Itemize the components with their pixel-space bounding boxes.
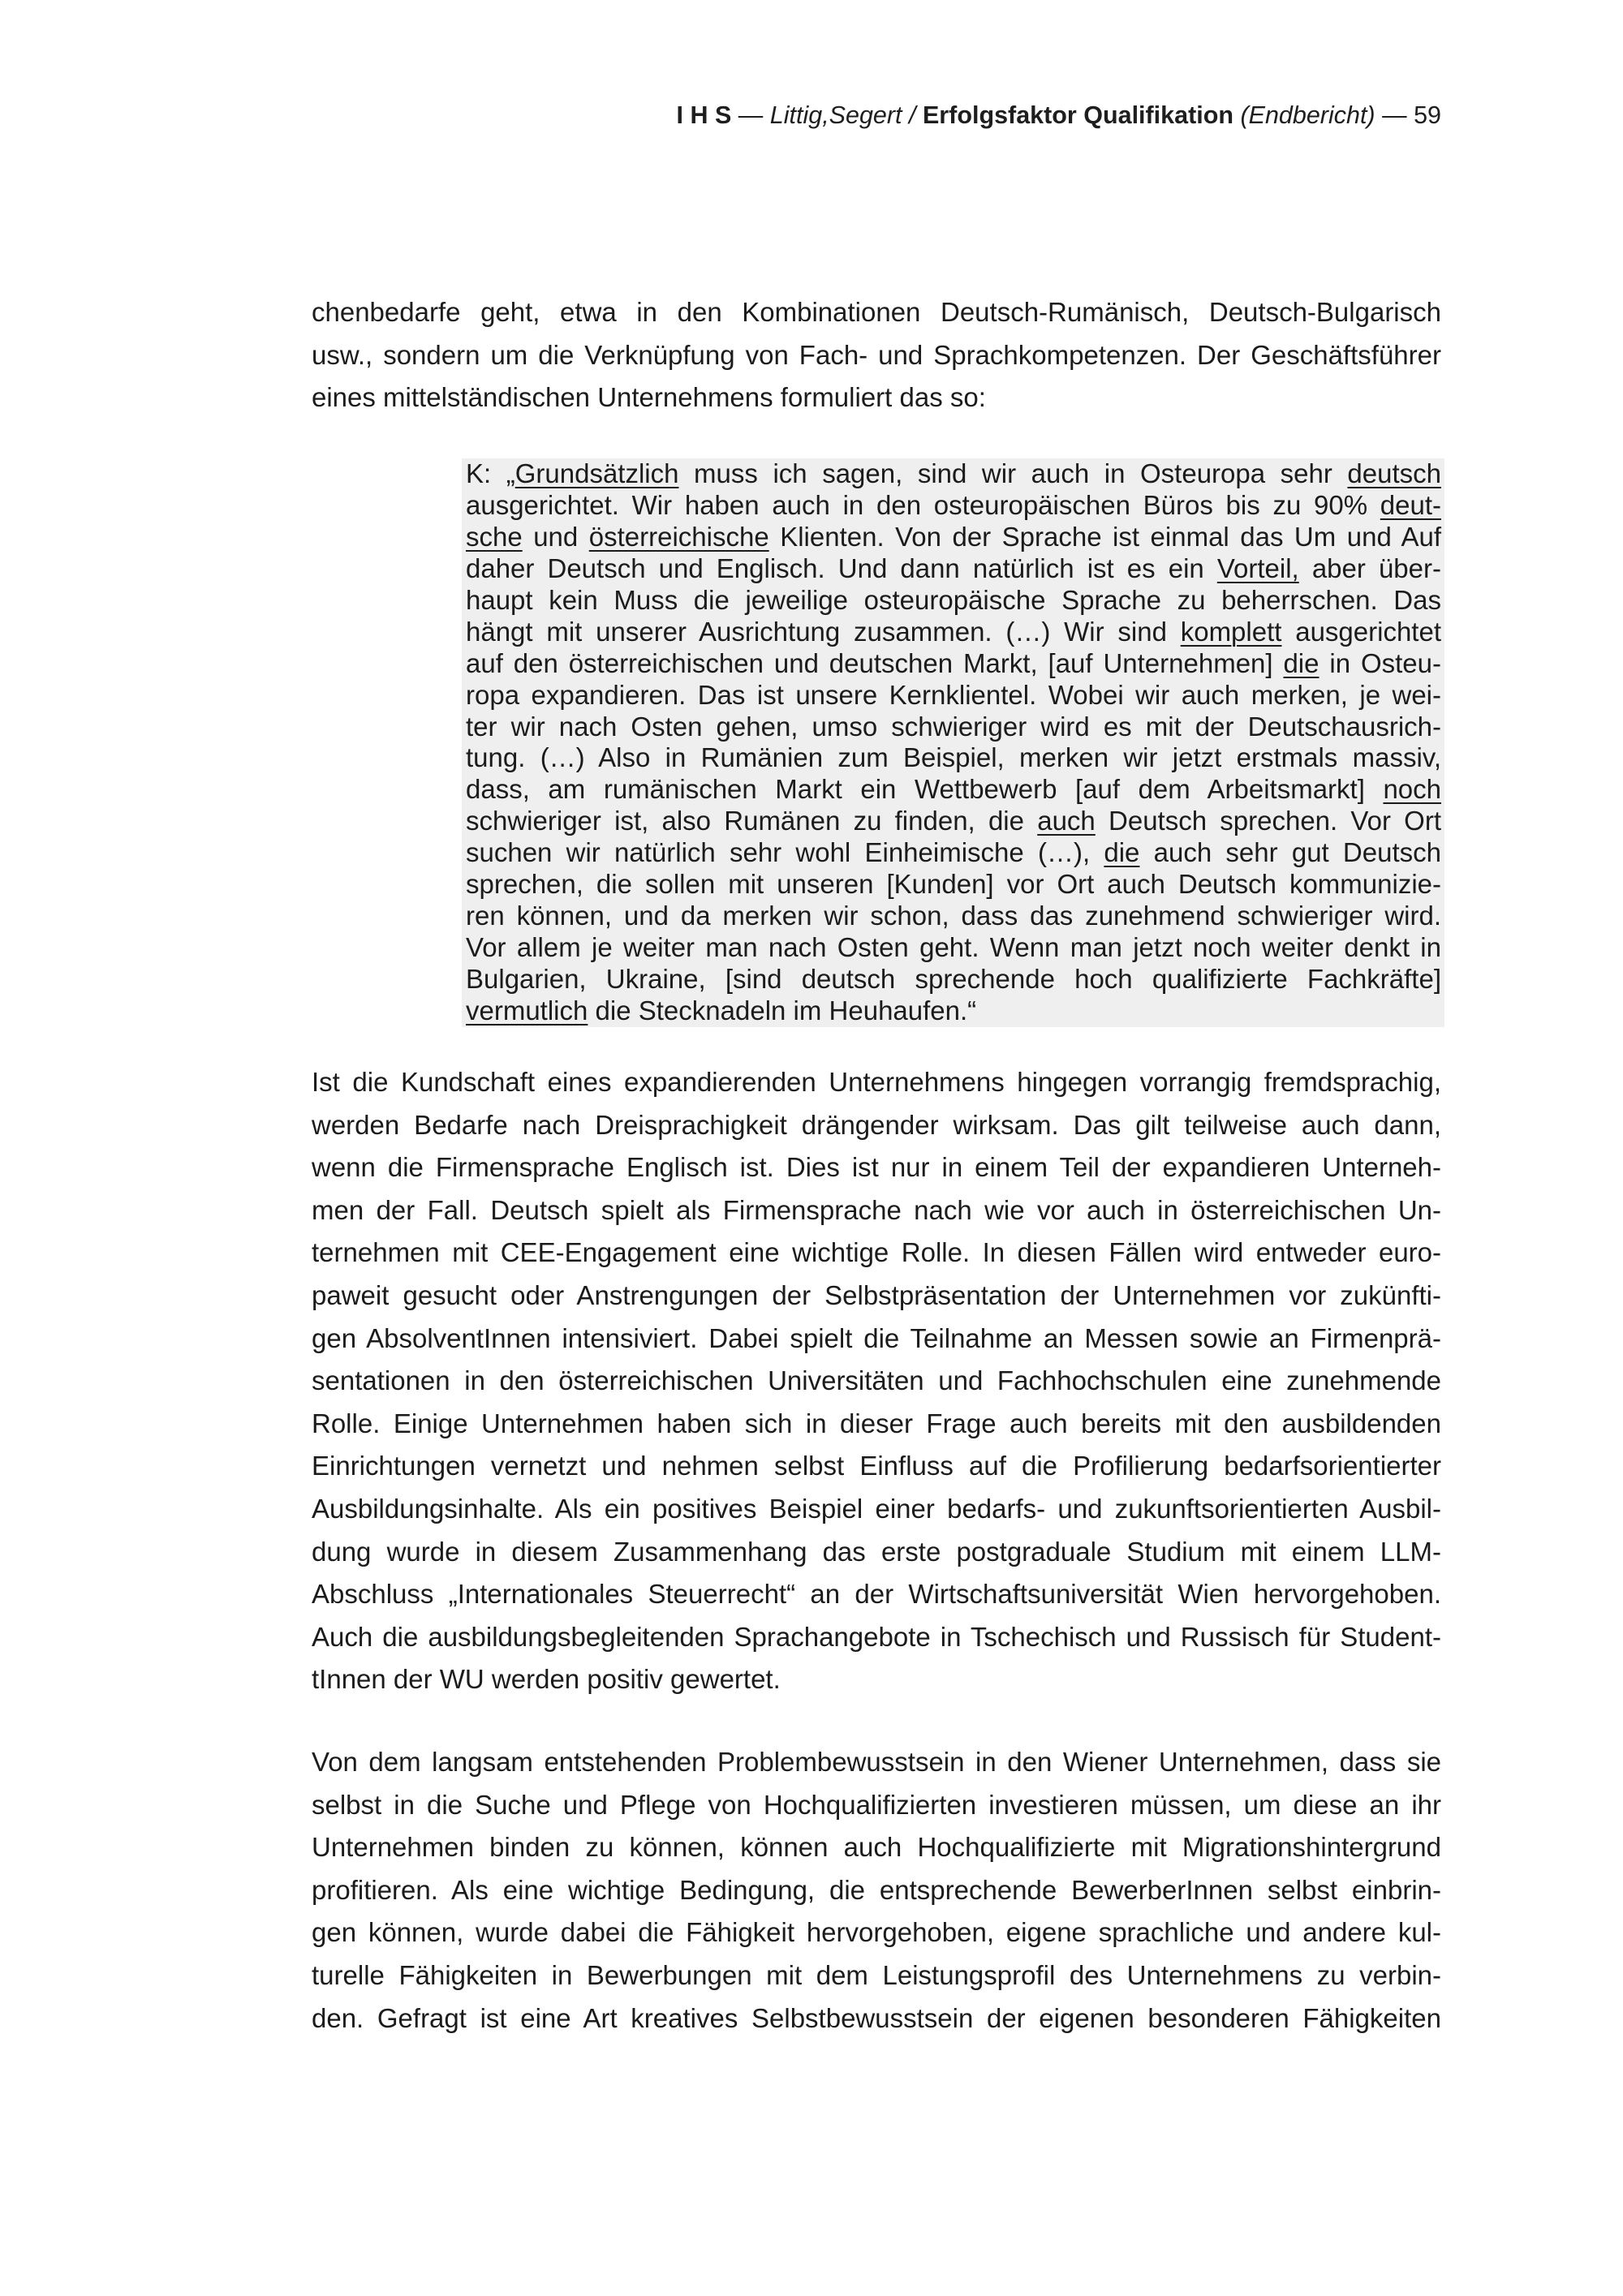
- text-line: gen können, wurde dabei die Fähigkeit hervorgehoben, eigene sprachliche und andere kul-: [312, 1917, 1441, 1948]
- text-line: Abschluss „Internationales Steuerrecht“ an der Wirtschaftsuniversität Wien hervorgehoben.: [312, 1579, 1441, 1610]
- text-line: men der Fall. Deutsch spielt als Firmensprache nach wie vor auch in österreichischen Un-: [312, 1194, 1441, 1225]
- text-line: [466, 901, 1441, 932]
- text-line: [466, 742, 1441, 774]
- text-line: [466, 712, 1441, 743]
- text-segment: die Stecknadeln im Heuhaufen.“: [588, 995, 977, 1025]
- underlined-text: deutsch: [1347, 458, 1441, 488]
- body-paragraph-1: [312, 291, 1441, 419]
- header-institute: I H S: [676, 101, 732, 129]
- text-line: Ausbildungsinhalte. Als ein positives Beispiel einer bedarfs- und zukunftsorientierten Ausbil-: [312, 1493, 1441, 1524]
- underlined-text: vermutlich: [466, 995, 588, 1025]
- text-line: [466, 522, 1441, 553]
- text-segment: hängt mit unserer Ausrichtung zusammen. (…) Wir sind: [466, 616, 1181, 647]
- underlined-text: Grundsätzlich: [514, 458, 679, 488]
- underlined-text: sche: [466, 521, 523, 552]
- text-line: Rolle. Einige Unternehmen haben sich in dieser Frage auch bereits mit den ausbildenden: [312, 1408, 1441, 1438]
- underlined-text: auch: [1037, 806, 1096, 836]
- text-segment: aber über-: [1298, 553, 1441, 583]
- text-line: chenbedarfe geht, etwa in den Kombinationen Deutsch-Rumänisch, Deutsch-Bulgarisch: [312, 297, 1441, 327]
- text-line: wenn die Firmensprache Englisch ist. Dies ist nur in einem Teil der expandieren Unterneh-: [312, 1152, 1441, 1183]
- text-line: [466, 648, 1441, 680]
- text-segment: ropa expandieren. Das ist unsere Kernklientel. Wobei wir auch merken, je wei-: [466, 679, 1441, 710]
- text-segment: auf den österreichischen und deutschen Markt, [auf Unternehmen]: [466, 647, 1284, 678]
- text-line: Auch die ausbildungsbegleitenden Sprachangebote in Tschechisch und Russisch für Student-: [312, 1621, 1441, 1652]
- underlined-text: die: [1283, 647, 1319, 678]
- text-line: [466, 806, 1441, 837]
- text-line: werden Bedarfe nach Dreisprachigkeit drängender wirksam. Das gilt teilweise auch dann,: [312, 1109, 1441, 1140]
- text-line: sentationen in den österreichischen Universitäten und Fachhochschulen eine zunehmende: [312, 1365, 1441, 1396]
- text-line: paweit gesucht oder Anstrengungen der Selbstpräsentation der Unternehmen vor zukünfti-: [312, 1279, 1441, 1310]
- text-line: gen AbsolventInnen intensiviert. Dabei spielt die Teilnahme an Messen sowie an Firmenprä-: [312, 1322, 1441, 1353]
- text-segment: ter wir nach Osten gehen, umso schwieriger wird es mit der Deutschausrich-: [466, 711, 1441, 742]
- text-line: turelle Fähigkeiten in Bewerbungen mit dem Leistungsprofil des Unternehmens zu verbin-: [312, 1959, 1441, 1990]
- text-segment: ausgerichtet. Wir haben auch in den osteuropäischen Büros bis zu 90%: [466, 489, 1380, 520]
- text-line: [466, 964, 1441, 995]
- text-segment: Klienten. Von der Sprache ist einmal das Um und Auf: [768, 521, 1441, 552]
- underlined-text: Vorteil,: [1216, 553, 1299, 583]
- text-line: Von dem langsam entstehenden Problembewusstsein in den Wiener Unternehmen, dass sie: [312, 1747, 1441, 1777]
- header-report-title: Erfolgsfaktor Qualifikation: [922, 101, 1233, 129]
- text-line: profitieren. Als eine wichtige Bedingung, die entsprechende BewerberInnen selbst einbrin-: [312, 1874, 1441, 1905]
- text-line: [466, 585, 1441, 617]
- text-line: dung wurde in diesem Zusammenhang das erste postgraduale Studium mit einem LLM-: [312, 1536, 1441, 1567]
- text-segment: tung. (…) Also in Rumänien zum Beispiel, merken wir jetzt erstmals massiv,: [466, 742, 1441, 773]
- underlined-text: österreichische: [588, 521, 769, 552]
- header-separator: —: [1382, 101, 1407, 129]
- header-separator: —: [738, 101, 764, 129]
- text-segment: auch sehr gut Deutsch: [1139, 837, 1441, 868]
- text-line: Ist die Kundschaft eines expandierenden Unternehmens hingegen vorrangig fremdsprachig,: [312, 1067, 1441, 1097]
- text-line: den. Gefragt ist eine Art kreatives Selbstbewusstsein der eigenen besonderen Fähigkeiten: [312, 2002, 1441, 2033]
- text-segment: Vor allem je weiter man nach Osten geht. Wenn man jetzt noch weiter denkt in: [466, 932, 1441, 963]
- header-report-type: (Endbericht): [1240, 101, 1375, 129]
- text-line: [466, 553, 1441, 585]
- header-authors: Littig,Segert /: [769, 101, 916, 129]
- text-line: tInnen der WU werden positiv gewertet.: [312, 1664, 781, 1695]
- header-page-number: 59: [1414, 101, 1441, 129]
- text-line: [466, 617, 1441, 648]
- text-segment: schwieriger ist, also Rumänen zu finden, die: [466, 806, 1038, 836]
- underlined-text: noch: [1383, 774, 1441, 805]
- text-line: selbst in die Suche und Pflege von Hochqualifizierten investieren müssen, um diese an ihr: [312, 1789, 1441, 1820]
- text-line: usw., sondern um die Verknüpfung von Fach- und Sprachkompetenzen. Der Geschäftsführer: [312, 339, 1441, 370]
- text-segment: daher Deutsch und Englisch. Und dann natürlich ist es ein: [466, 553, 1217, 583]
- text-segment: K: „: [466, 458, 515, 488]
- text-line: eines mittelständischen Unternehmens formuliert das so:: [312, 382, 986, 413]
- underlined-text: die: [1104, 837, 1140, 868]
- body-paragraph-3: [312, 1741, 1441, 2040]
- text-line: [466, 932, 1441, 964]
- interview-quote: [462, 458, 1444, 1027]
- running-header: [677, 101, 1442, 130]
- text-segment: Deutsch sprechen. Vor Ort: [1095, 806, 1442, 836]
- text-line: ternehmen mit CEE-Engagement eine wichtige Rolle. In diesen Fällen wird entweder euro-: [312, 1237, 1441, 1268]
- text-segment: sprechen, die sollen mit unseren [Kunden] vor Ort auch Deutsch kommunizie-: [466, 869, 1441, 900]
- text-line: Unternehmen binden zu können, können auch Hochqualifizierte mit Migrationshintergrund: [312, 1832, 1441, 1863]
- text-line: [466, 458, 1441, 490]
- text-segment: in Osteu-: [1319, 647, 1441, 678]
- text-segment: haupt kein Muss die jeweilige osteuropäische Sprache zu beherrschen. Das: [466, 584, 1441, 615]
- text-line: [466, 680, 1441, 712]
- text-line: Einrichtungen vernetzt und nehmen selbst Einfluss auf die Profilierung bedarfsorientierter: [312, 1451, 1441, 1481]
- text-segment: ren können, und da merken wir schon, dass das zunehmend schwieriger wird.: [466, 901, 1441, 931]
- text-segment: Bulgarien, Ukraine, [sind deutsch sprechende hoch qualifizierte Fachkräfte]: [466, 964, 1441, 994]
- underlined-text: deut-: [1380, 489, 1441, 520]
- text-line: [466, 869, 1441, 901]
- text-line: [466, 995, 1441, 1027]
- text-line: [466, 774, 1441, 806]
- text-segment: und: [522, 521, 589, 552]
- underlined-text: komplett: [1180, 616, 1282, 647]
- text-segment: dass, am rumänischen Markt ein Wettbewerb [auf dem Arbeitsmarkt]: [466, 774, 1384, 805]
- text-line: [466, 490, 1441, 522]
- text-segment: suchen wir natürlich sehr wohl Einheimische (…),: [466, 837, 1104, 868]
- text-line: [466, 837, 1441, 869]
- body-paragraph-2: [312, 1061, 1441, 1701]
- text-segment: ausgerichtet: [1281, 616, 1441, 647]
- text-segment: muss ich sagen, sind wir auch in Osteuropa sehr: [678, 458, 1348, 488]
